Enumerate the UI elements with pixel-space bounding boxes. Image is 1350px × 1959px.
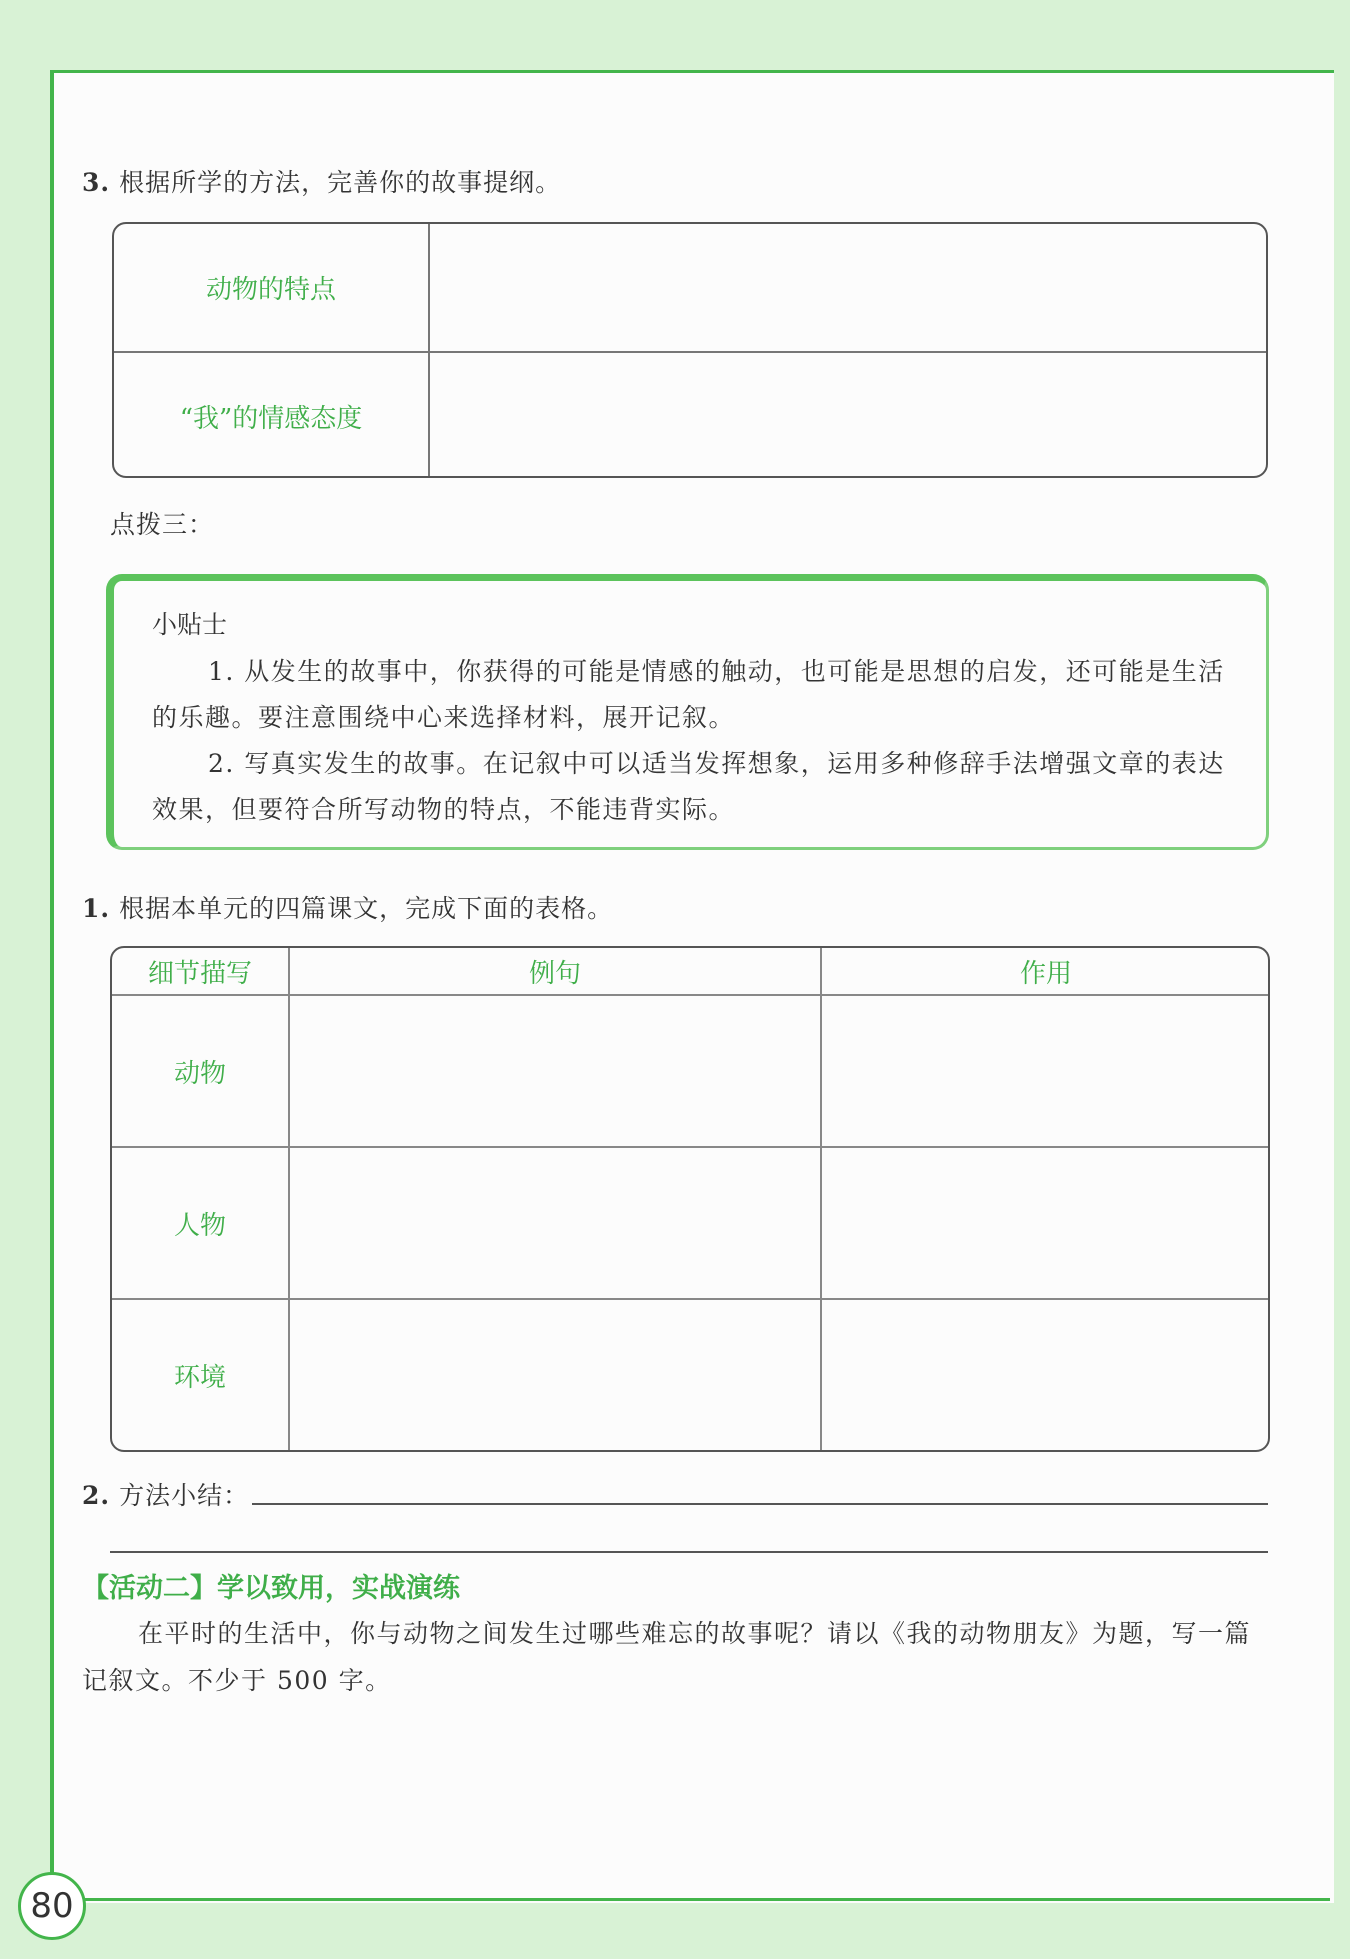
hint-label: 点拨三：: [110, 510, 215, 539]
question-3-text: 根据所学的方法，完善你的故事提纲。: [119, 168, 562, 197]
question-2-number: 2.: [82, 1481, 111, 1510]
row-label: “我”的情感态度: [114, 353, 430, 478]
footer-rule: [50, 1898, 1330, 1901]
answer-cell[interactable]: [290, 1148, 820, 1298]
answer-cell[interactable]: [290, 996, 820, 1146]
row-label-animal: 动物: [173, 1058, 226, 1089]
outline-row-my-attitude: [114, 351, 1266, 478]
tips-title: 小贴士: [152, 610, 228, 639]
row-label-person: 人物: [173, 1210, 226, 1241]
answer-line[interactable]: [110, 1551, 1268, 1553]
row-label: 动物的特点: [114, 224, 430, 351]
question-2: [82, 1476, 249, 1512]
answer-cell[interactable]: [430, 353, 1266, 478]
header-function: 作用: [1019, 958, 1072, 989]
outline-row-animal-traits: [114, 224, 1266, 351]
question-3-number: 3.: [82, 168, 111, 197]
question-1-text: 根据本单元的四篇课文，完成下面的表格。: [119, 894, 614, 923]
activity-prompt: 在平时的生活中，你与动物之间发生过哪些难忘的故事呢？请以《我的动物朋友》为题，写一篇记叙文。不少于 500 字。: [82, 1619, 1252, 1695]
story-outline-table: [112, 222, 1268, 478]
header-example: 例句: [528, 958, 581, 989]
page-number: 80: [18, 1872, 86, 1940]
answer-cell[interactable]: [822, 996, 1270, 1146]
tip-item-2: 2. 写真实发生的故事。在记叙中可以适当发挥想象，运用多种修辞手法增强文章的表达效果，但要符合所写动物的特点，不能违背实际。: [152, 749, 1225, 824]
activity-heading: 【活动二】学以致用，实战演练: [82, 1573, 460, 1604]
header-detail: 细节描写: [147, 958, 252, 989]
tip-item-1: 1. 从发生的故事中，你获得的可能是情感的触动，也可能是思想的启发，还可能是生活的乐趣。要注意围绕中心来选择材料，展开记叙。: [152, 657, 1225, 732]
answer-cell[interactable]: [430, 224, 1266, 351]
question-3: [82, 163, 561, 199]
answer-cell[interactable]: [822, 1148, 1270, 1298]
answer-cell[interactable]: [822, 1300, 1270, 1450]
answer-line[interactable]: [252, 1503, 1268, 1505]
row-label-environment: 环境: [173, 1362, 226, 1393]
answer-cell[interactable]: [290, 1300, 820, 1450]
question-2-text: 方法小结：: [119, 1481, 250, 1510]
question-1: [82, 889, 613, 925]
tips-box: [106, 574, 1269, 850]
detail-description-table: [110, 946, 1270, 1452]
question-1-number: 1.: [82, 894, 111, 923]
